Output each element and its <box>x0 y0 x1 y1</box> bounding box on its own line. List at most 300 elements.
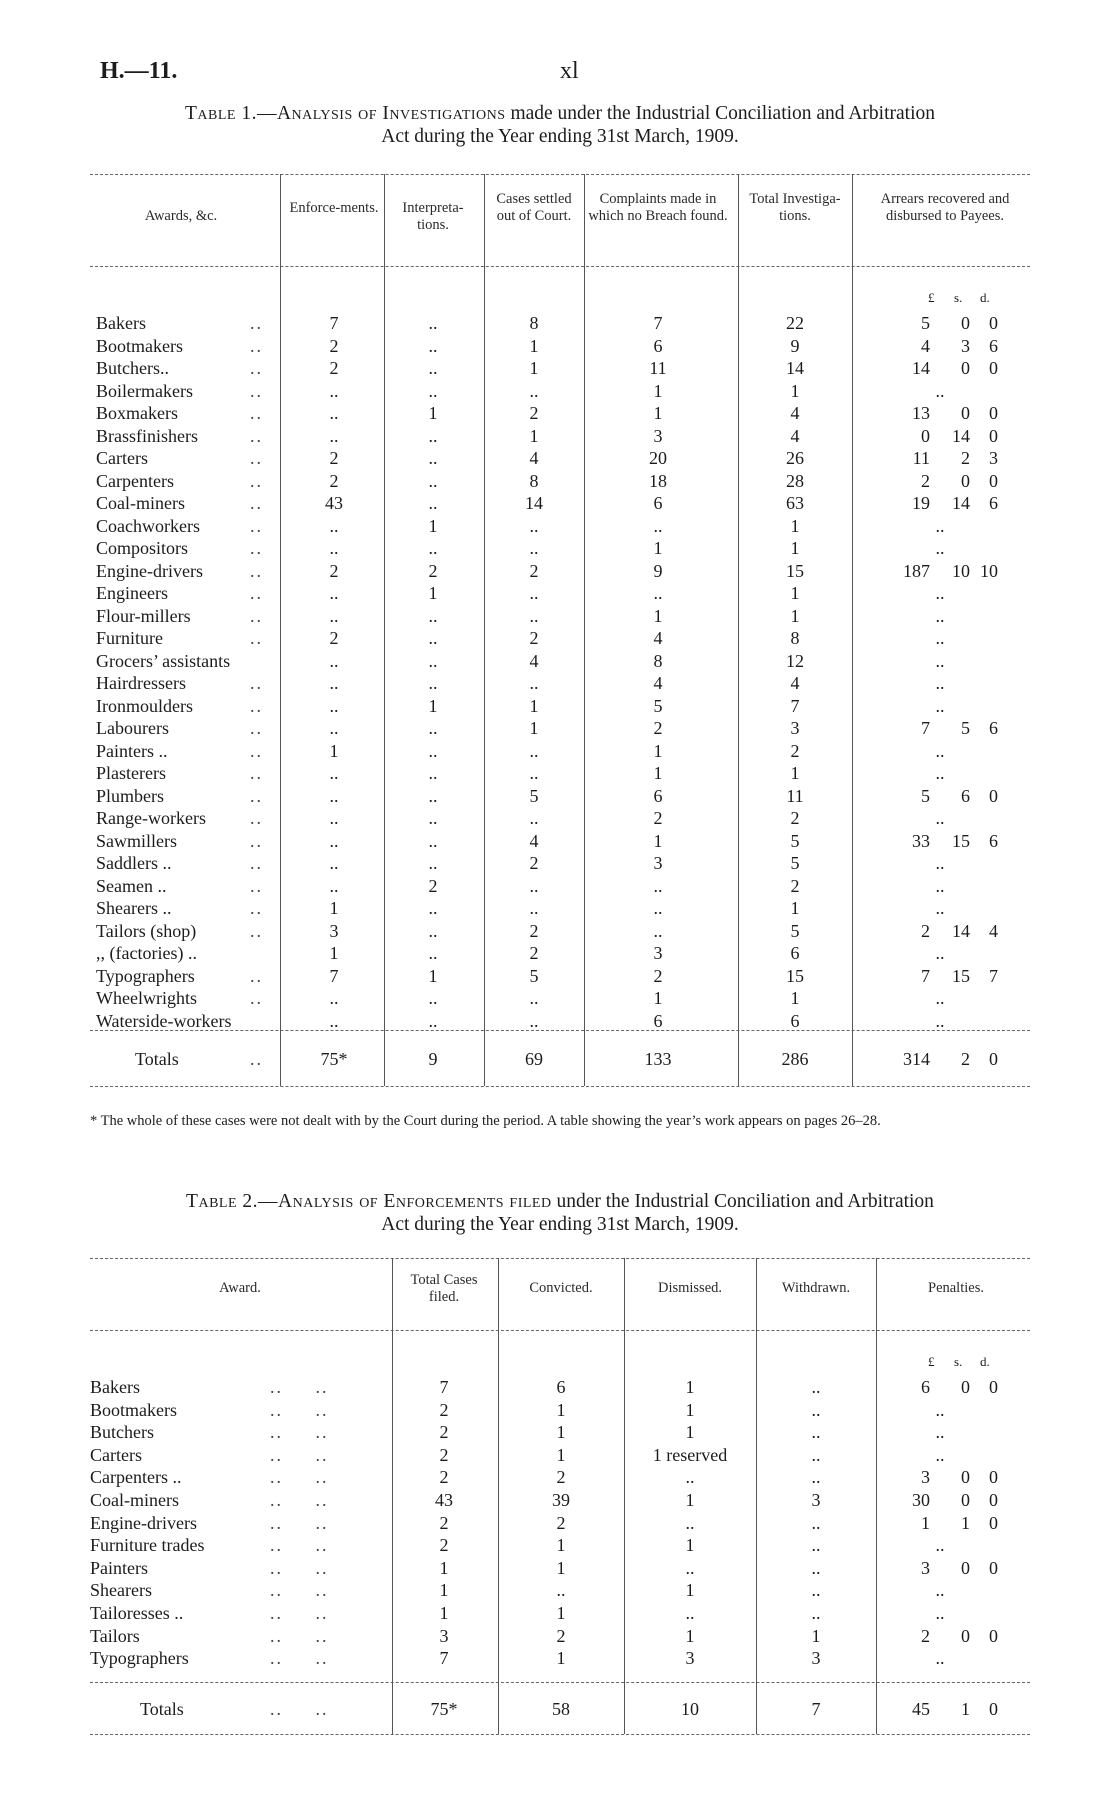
table1-cell-total: 8 <box>790 628 800 648</box>
table1-cell-interpretations: 1 <box>428 583 438 603</box>
table2-divider <box>498 1258 499 1734</box>
table1-cell-interpretations: 1 <box>428 695 438 716</box>
table2-cell-pounds: 3 <box>921 1467 930 1488</box>
table1-cell-settled: .. <box>529 875 539 896</box>
table1-totals-leader: .. <box>250 1049 263 1069</box>
table1-caption-line2: Act during the Year ending 31st March, 1909. <box>381 126 739 147</box>
table1-cell-pounds: 7 <box>921 965 930 986</box>
table1-cell-pounds: 5 <box>921 313 930 333</box>
table1-cell-interpretations: .. <box>428 920 438 941</box>
table1-cell-arrears: .. <box>935 515 945 536</box>
table1-caption <box>90 102 1030 148</box>
table2-cell-convicted: 2 <box>556 1625 566 1646</box>
table1-cell-interpretations: .. <box>428 898 438 918</box>
table1-cell-arrears: .. <box>935 650 945 671</box>
table2-cell-award: Painters <box>90 1557 148 1578</box>
table2-cell-award: Tailors <box>90 1625 140 1646</box>
table1-cell-interpretations: .. <box>428 628 438 648</box>
table1-cell-complaints: 6 <box>653 335 663 356</box>
table1-cell-complaints: 20 <box>649 448 667 468</box>
table2-bottom-rule <box>90 1734 1030 1735</box>
table1-cell-interpretations: .. <box>428 313 438 333</box>
table1-row <box>90 447 1030 469</box>
table2-header-convicted: Convicted. <box>529 1280 593 1296</box>
table1-unit-shillings: s. <box>954 290 963 305</box>
table2-totals-convicted: 58 <box>552 1699 570 1719</box>
table1-cell-total: 7 <box>790 695 800 716</box>
table1-row <box>90 650 1030 672</box>
table1-totals-complaints: 133 <box>644 1049 672 1069</box>
table1-totals-row <box>90 1048 1030 1070</box>
table1-header-interpretations: Interpreta-tions. <box>402 200 464 233</box>
table1-cell-shillings: 15 <box>952 830 970 851</box>
table1-cell-settled: .. <box>529 673 539 693</box>
table2-cell-withdrawn: .. <box>811 1535 821 1556</box>
table2-totals-leader: .. .. <box>270 1699 329 1719</box>
table1-cell-pounds: 5 <box>921 785 930 806</box>
table2-cell-award: Furniture trades <box>90 1535 205 1556</box>
table2-cell-pounds: 6 <box>921 1377 930 1397</box>
table1-cell-settled: 5 <box>529 785 539 806</box>
table2-cell-withdrawn: 3 <box>811 1648 821 1669</box>
table2-cell-total: 7 <box>439 1648 449 1669</box>
table1-cell-total: 22 <box>786 313 804 333</box>
table1-leader-dots: .. <box>250 763 263 783</box>
table1-cell-award: Engineers <box>96 583 168 603</box>
table1-totals-pence: 0 <box>989 1049 998 1069</box>
table2-cell-dismissed: 1 <box>685 1535 695 1556</box>
table1-cell-total: 1 <box>790 538 800 558</box>
table1-cell-arrears: .. <box>935 628 945 648</box>
table1-cell-enforcements: .. <box>329 875 339 896</box>
table1-cell-award: Carpenters <box>96 470 174 491</box>
table1-row <box>90 402 1030 424</box>
table2-cell-pence: 0 <box>989 1625 998 1646</box>
table1-totals-enforcements: 75* <box>320 1049 348 1069</box>
table1-cell-complaints: 1 <box>653 740 663 761</box>
table1-cell-settled: 1 <box>529 425 539 446</box>
table1-cell-settled: 2 <box>529 853 539 873</box>
table2-totals-pounds: 45 <box>912 1699 930 1719</box>
table2-leader-dots: .. .. <box>270 1603 329 1623</box>
table1-leader-dots: .. <box>250 695 263 716</box>
table2-row <box>90 1625 1030 1647</box>
table1-cell-complaints: 7 <box>653 313 663 333</box>
table1-cell-award: Waterside-workers <box>96 1010 232 1031</box>
report-reference: H.—11. <box>100 58 178 84</box>
table2-cell-shillings: 0 <box>961 1490 970 1510</box>
table1-cell-settled: .. <box>529 740 539 761</box>
table1-unit-pounds: £ <box>928 290 935 305</box>
table1-cell-total: 5 <box>790 830 800 851</box>
table2-leader-dots: .. .. <box>270 1648 329 1669</box>
table2-divider <box>624 1258 625 1734</box>
table2-cell-withdrawn: 1 <box>811 1625 821 1646</box>
table2-cell-convicted: 6 <box>556 1377 566 1397</box>
table1-cell-interpretations: 1 <box>428 965 438 986</box>
table1-cell-award: Furniture <box>96 628 163 648</box>
table2-cell-award: Bakers <box>90 1377 140 1397</box>
table1-row <box>90 357 1030 379</box>
table1-cell-interpretations: .. <box>428 380 438 401</box>
table2-row <box>90 1444 1030 1466</box>
table2-cell-award: Butchers <box>90 1422 154 1443</box>
table1-cell-settled: 2 <box>529 943 539 963</box>
table1-totals-pounds: 314 <box>903 1049 930 1069</box>
table1-row <box>90 875 1030 897</box>
table1-row <box>90 920 1030 942</box>
table2-leader-dots: .. .. <box>270 1557 329 1578</box>
table1-leader-dots: .. <box>250 673 263 693</box>
table1-leader-dots: .. <box>250 988 263 1008</box>
table1-cell-arrears: .. <box>935 695 945 716</box>
table1-cell-enforcements: .. <box>329 425 339 446</box>
table2-header-penalties: Penalties. <box>928 1280 984 1296</box>
table1-divider <box>384 174 385 1086</box>
table2-cell-award: Typographers <box>90 1648 189 1669</box>
table2-cell-dismissed: .. <box>685 1512 695 1533</box>
table1-row <box>90 965 1030 987</box>
table1-cell-interpretations: .. <box>428 853 438 873</box>
table1-row <box>90 492 1030 514</box>
table1-cell-complaints: 5 <box>653 695 663 716</box>
table1-cell-settled: .. <box>529 380 539 401</box>
table1-cell-total: 2 <box>790 740 800 761</box>
table1-cell-settled: .. <box>529 515 539 536</box>
table1-cell-interpretations: .. <box>428 785 438 806</box>
table1-cell-total: 4 <box>790 425 800 446</box>
table1-cell-award: Boxmakers <box>96 403 178 423</box>
table1-cell-arrears: .. <box>935 538 945 558</box>
table1-cell-complaints: 6 <box>653 1010 663 1031</box>
table2-caption-rest: under the Industrial Conciliation and Arbitration <box>551 1191 934 1212</box>
table1-cell-settled: .. <box>529 988 539 1008</box>
table2-cell-total: 2 <box>439 1512 449 1533</box>
table2-header-withdrawn: Withdrawn. <box>781 1280 851 1296</box>
table1-cell-pence: 0 <box>989 313 998 333</box>
table2-cell-dismissed: .. <box>685 1603 695 1623</box>
table1-cell-interpretations: .. <box>428 335 438 356</box>
table1-cell-enforcements: .. <box>329 988 339 1008</box>
table2-leader-dots: .. .. <box>270 1467 329 1488</box>
table1-cell-total: 5 <box>790 920 800 941</box>
table2-cell-convicted: .. <box>556 1580 566 1601</box>
table2-cell-pence: 0 <box>989 1512 998 1533</box>
table1-unit-pence: d. <box>980 290 990 305</box>
table2-cell-withdrawn: .. <box>811 1603 821 1623</box>
table1-cell-enforcements: .. <box>329 515 339 536</box>
table1-cell-shillings: 14 <box>952 425 970 446</box>
table1-cell-interpretations: .. <box>428 988 438 1008</box>
table1-cell-award: Flour-millers <box>96 605 191 626</box>
table1-cell-total: 28 <box>786 470 804 491</box>
table2-cell-pounds: 1 <box>921 1512 930 1533</box>
table1-cell-complaints: 4 <box>653 628 663 648</box>
table2-cell-penalties: .. <box>935 1422 945 1443</box>
table2-header-award: Award. <box>219 1280 261 1296</box>
table1-cell-enforcements: .. <box>329 403 339 423</box>
table2-cell-pence: 0 <box>989 1467 998 1488</box>
table2-cell-penalties: .. <box>935 1603 945 1623</box>
table2-cell-total: 7 <box>439 1377 449 1397</box>
table1-cell-enforcements: 3 <box>329 920 339 941</box>
table1-cell-pence: 0 <box>989 358 998 378</box>
table2-cell-pence: 0 <box>989 1377 998 1397</box>
table1-cell-interpretations: 1 <box>428 515 438 536</box>
table2-cell-shillings: 1 <box>961 1512 970 1533</box>
table1-cell-settled: 1 <box>529 335 539 356</box>
table1-cell-arrears: .. <box>935 853 945 873</box>
table2-cell-penalties: .. <box>935 1444 945 1465</box>
table2-cell-award: Bootmakers <box>90 1399 177 1420</box>
table1-cell-settled: 1 <box>529 358 539 378</box>
table1-cell-settled: 2 <box>529 403 539 423</box>
table1-cell-total: 4 <box>790 403 800 423</box>
table1-cell-enforcements: .. <box>329 583 339 603</box>
table1-cell-enforcements: 2 <box>329 628 339 648</box>
table1-cell-settled: .. <box>529 1010 539 1031</box>
table1-cell-enforcements: .. <box>329 538 339 558</box>
table1-leader-dots: .. <box>250 403 263 423</box>
table2-cell-withdrawn: .. <box>811 1399 821 1420</box>
table2-unit-pence: d. <box>980 1354 990 1369</box>
table1-cell-pounds: 33 <box>912 830 930 851</box>
table1-cell-complaints: 1 <box>653 538 663 558</box>
table1-cell-total: 1 <box>790 380 800 401</box>
table2-leader-dots: .. .. <box>270 1422 329 1443</box>
table1-cell-interpretations: .. <box>428 718 438 738</box>
table1-cell-shillings: 0 <box>961 358 970 378</box>
table2-cell-award: Carpenters .. <box>90 1467 182 1488</box>
table1-cell-interpretations: .. <box>428 763 438 783</box>
table1-cell-enforcements: .. <box>329 650 339 671</box>
table1-cell-award: Coachworkers <box>96 515 200 536</box>
table2-cell-total: 2 <box>439 1399 449 1420</box>
table1-cell-total: 11 <box>786 785 804 806</box>
table2-cell-total: 1 <box>439 1557 449 1578</box>
table1-cell-settled: 2 <box>529 628 539 648</box>
table2-cell-convicted: 1 <box>556 1422 566 1443</box>
page-header <box>100 58 1020 98</box>
table2-cell-convicted: 39 <box>552 1490 570 1510</box>
table2-cell-dismissed: 1 <box>685 1625 695 1646</box>
table2-cell-penalties: .. <box>935 1648 945 1669</box>
table1-cell-arrears: .. <box>935 898 945 918</box>
table1-header-rule <box>90 266 1030 267</box>
table1-cell-total: 1 <box>790 763 800 783</box>
table2-cell-penalties: .. <box>935 1399 945 1420</box>
table2-divider <box>876 1258 877 1734</box>
table1-cell-enforcements: .. <box>329 605 339 626</box>
table1-cell-complaints: 11 <box>649 358 667 378</box>
table1-caption-lead: Table 1.— <box>184 103 277 124</box>
table2-leader-dots: .. .. <box>270 1399 329 1420</box>
table2-cell-dismissed: 1 <box>685 1399 695 1420</box>
table1-cell-total: 3 <box>790 718 800 738</box>
table1-cell-total: 15 <box>786 965 804 986</box>
table1-cell-settled: 14 <box>525 493 543 513</box>
table2-cell-dismissed: 3 <box>685 1648 695 1669</box>
table1-cell-pence: 7 <box>989 965 998 986</box>
table1-header-enforcements: Enforce-ments. <box>289 200 379 216</box>
table1-cell-enforcements: .. <box>329 853 339 873</box>
table1-leader-dots: .. <box>250 335 263 356</box>
table1-cell-pounds: 14 <box>912 358 930 378</box>
table1-cell-enforcements: 2 <box>329 560 339 581</box>
table2-cell-penalties: .. <box>935 1580 945 1601</box>
table1-cell-arrears: .. <box>935 380 945 401</box>
table1-cell-total: 14 <box>786 358 804 378</box>
table1-cell-pence: 0 <box>989 470 998 491</box>
table2-cell-dismissed: 1 <box>685 1580 695 1601</box>
table1-leader-dots: .. <box>250 470 263 491</box>
table2-cell-withdrawn: .. <box>811 1557 821 1578</box>
table1-cell-arrears: .. <box>935 1010 945 1031</box>
table1-cell-total: 1 <box>790 515 800 536</box>
table1-cell-pounds: 13 <box>912 403 930 423</box>
table2-leader-dots: .. .. <box>270 1625 329 1646</box>
table2-leader-dots: .. .. <box>270 1490 329 1510</box>
table2-cell-pounds: 2 <box>921 1625 930 1646</box>
table1-cell-complaints: 3 <box>653 853 663 873</box>
table1-cell-award: Painters .. <box>96 740 168 761</box>
table1-cell-complaints: 1 <box>653 403 663 423</box>
table2-row <box>90 1557 1030 1579</box>
table1-cell-enforcements: .. <box>329 673 339 693</box>
table2-totals-label: Totals <box>140 1699 184 1719</box>
table1-cell-interpretations: .. <box>428 358 438 378</box>
table1-cell-pounds: 2 <box>921 470 930 491</box>
table1-cell-enforcements: 43 <box>325 493 343 513</box>
table1-cell-complaints: 1 <box>653 830 663 851</box>
table1-totals-interpretations: 9 <box>428 1049 438 1069</box>
table2-cell-shillings: 0 <box>961 1467 970 1488</box>
table1-totals-total: 286 <box>781 1049 809 1069</box>
table1-cell-interpretations: .. <box>428 1010 438 1031</box>
table1-cell-enforcements: .. <box>329 695 339 716</box>
table2-totals-row <box>90 1698 1030 1720</box>
table1-cell-award: Brassfinishers <box>96 425 198 446</box>
table1-cell-pence: 0 <box>989 425 998 446</box>
table1-cell-award: Carters <box>96 448 148 468</box>
table1-leader-dots: .. <box>250 628 263 648</box>
table2-cell-convicted: 2 <box>556 1512 566 1533</box>
table1-caption-title: Analysis of Investigations <box>276 103 506 124</box>
table1-cell-complaints: 2 <box>653 718 663 738</box>
table1-cell-pounds: 2 <box>921 920 930 941</box>
table1-leader-dots: .. <box>250 380 263 401</box>
table1-cell-interpretations: .. <box>428 470 438 491</box>
table1-cell-interpretations: .. <box>428 650 438 671</box>
table2-cell-award: Engine-drivers <box>90 1512 197 1533</box>
table1-cell-enforcements: .. <box>329 1010 339 1031</box>
table1-row <box>90 470 1030 492</box>
table2-cell-pounds: 3 <box>921 1557 930 1578</box>
table1-leader-dots: .. <box>250 313 263 333</box>
table1-divider <box>852 174 853 1086</box>
table1-cell-shillings: 14 <box>952 493 970 513</box>
table1-cell-settled: 5 <box>529 965 539 986</box>
table1-cell-total: 2 <box>790 808 800 828</box>
table1-cell-arrears: .. <box>935 583 945 603</box>
table1-cell-enforcements: 2 <box>329 358 339 378</box>
table1-cell-pounds: 187 <box>903 560 930 581</box>
table1-cell-pence: 6 <box>989 830 998 851</box>
table1-cell-arrears: .. <box>935 943 945 963</box>
table1-cell-complaints: 3 <box>653 425 663 446</box>
page-number: xl <box>560 58 579 84</box>
table1-cell-enforcements: .. <box>329 785 339 806</box>
table1-investigations <box>90 174 1030 1094</box>
table1-row <box>90 717 1030 739</box>
table1-cell-enforcements: 2 <box>329 448 339 468</box>
table2-cell-award: Carters <box>90 1444 142 1465</box>
table1-totals-shillings: 2 <box>961 1049 970 1069</box>
table2-unit-pounds: £ <box>928 1354 935 1369</box>
table1-row <box>90 672 1030 694</box>
table1-cell-award: Wheelwrights <box>96 988 197 1008</box>
table1-cell-settled: 8 <box>529 470 539 491</box>
table1-row <box>90 942 1030 964</box>
table1-cell-pence: 10 <box>980 560 998 581</box>
table2-row <box>90 1579 1030 1601</box>
table2-caption-title: Analysis of Enforcements filed <box>278 1191 552 1212</box>
table2-cell-dismissed: 1 <box>685 1422 695 1443</box>
table1-leader-dots: .. <box>250 965 263 986</box>
table1-cell-shillings: 0 <box>961 470 970 491</box>
table1-cell-complaints: 1 <box>653 988 663 1008</box>
table1-cell-award: Ironmoulders <box>96 695 193 716</box>
table2-cell-withdrawn: .. <box>811 1444 821 1465</box>
table1-cell-interpretations: .. <box>428 830 438 851</box>
table1-cell-total: 1 <box>790 988 800 1008</box>
table2-cell-dismissed: 1 <box>685 1490 695 1510</box>
table2-header-rule <box>90 1330 1030 1331</box>
table2-cell-convicted: 1 <box>556 1399 566 1420</box>
table1-row <box>90 852 1030 874</box>
table1-cell-enforcements: 1 <box>329 740 339 761</box>
table2-cell-award: Coal-miners <box>90 1490 179 1510</box>
table1-cell-pence: 0 <box>989 403 998 423</box>
table1-row <box>90 762 1030 784</box>
table1-cell-pence: 3 <box>989 448 998 468</box>
table1-leader-dots: .. <box>250 538 263 558</box>
table2-cell-total: 3 <box>439 1625 449 1646</box>
table2-totals-rule <box>90 1682 1030 1683</box>
table1-cell-interpretations: .. <box>428 943 438 963</box>
table2-cell-withdrawn: 3 <box>811 1490 821 1510</box>
table1-cell-complaints: 6 <box>653 785 663 806</box>
table1-cell-total: 5 <box>790 853 800 873</box>
table1-row <box>90 987 1030 1009</box>
table1-header-complaints: Complaints made in which no Breach found. <box>588 191 728 224</box>
table2-divider <box>756 1258 757 1734</box>
table1-header-awards: Awards, &c. <box>144 208 218 224</box>
table2-row <box>90 1534 1030 1556</box>
table1-leader-dots: .. <box>250 875 263 896</box>
table2-header-dismissed: Dismissed. <box>657 1280 723 1296</box>
table1-header-settled: Cases settled out of Court. <box>496 191 572 224</box>
table1-cell-settled: .. <box>529 898 539 918</box>
table1-row <box>90 605 1030 627</box>
table1-row <box>90 335 1030 357</box>
table1-cell-complaints: 2 <box>653 808 663 828</box>
table1-cell-complaints: 18 <box>649 470 667 491</box>
table2-row <box>90 1421 1030 1443</box>
table1-cell-complaints: 6 <box>653 493 663 513</box>
table1-row <box>90 627 1030 649</box>
table1-cell-complaints: .. <box>653 515 663 536</box>
